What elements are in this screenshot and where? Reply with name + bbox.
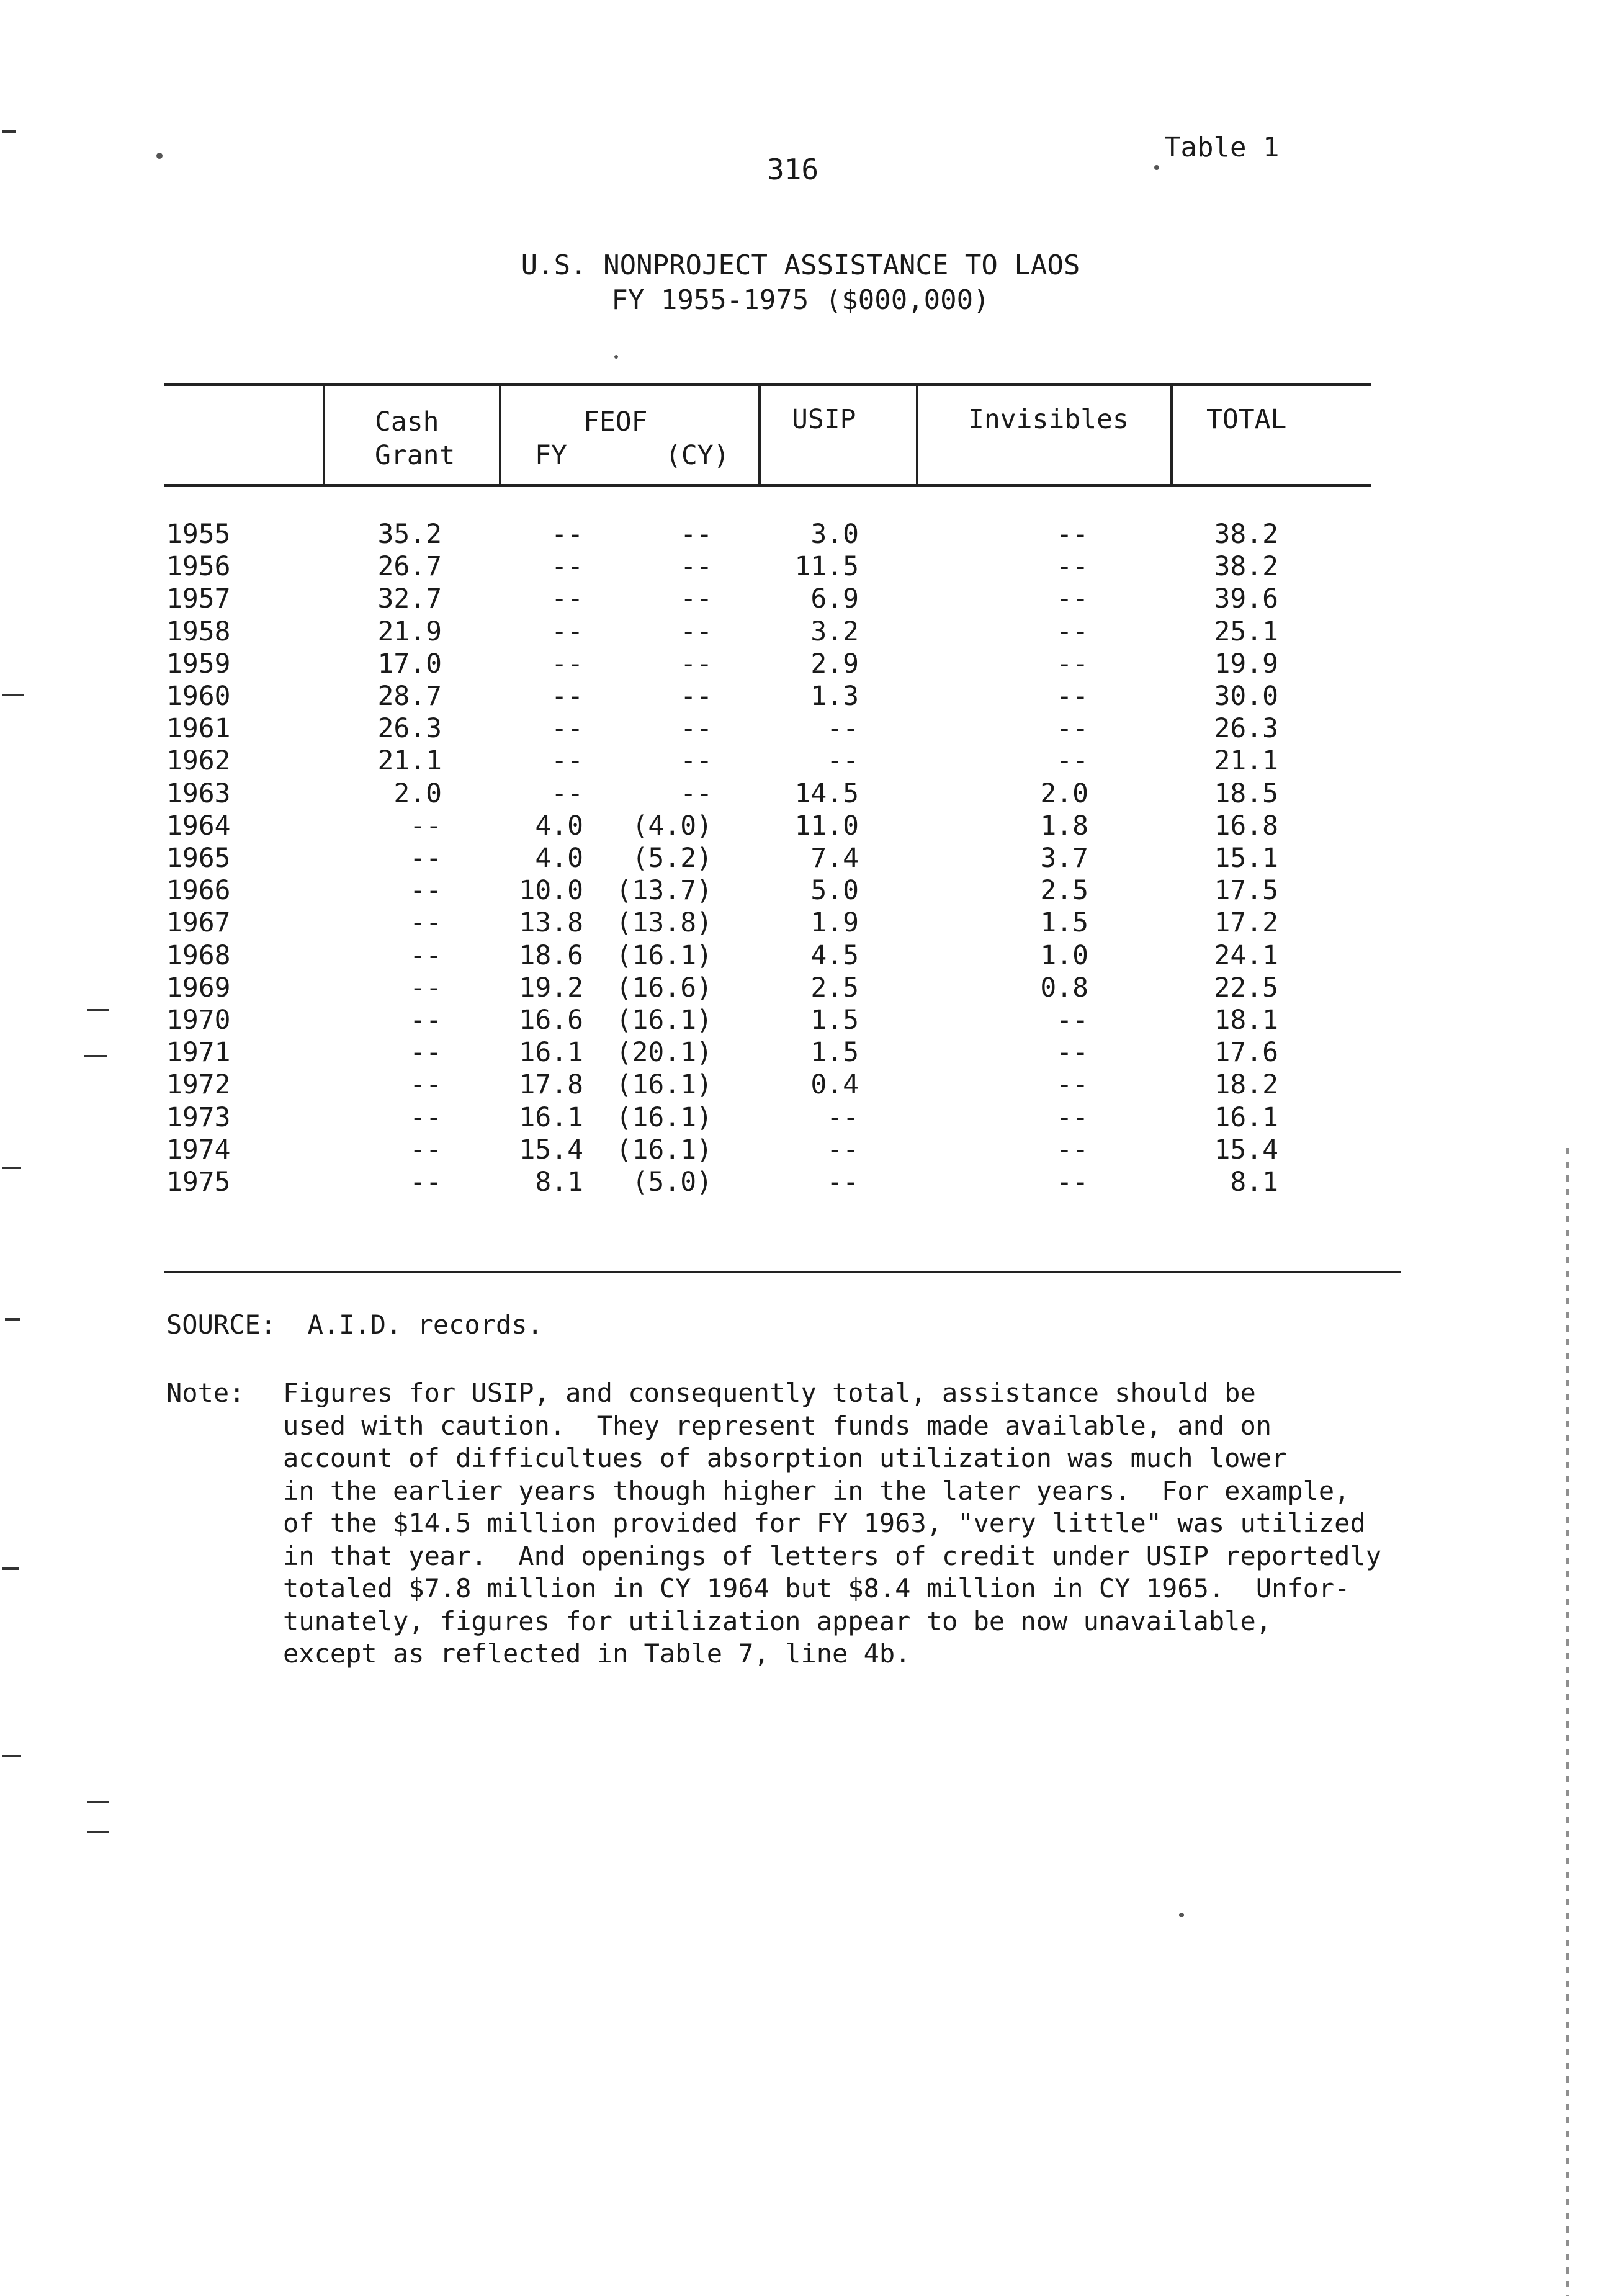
scan-mark (5, 1318, 20, 1321)
column-divider (323, 386, 325, 485)
note-line: except as reflected in Table 7, line 4b. (283, 1638, 911, 1669)
cell-feof-cy: -- (680, 551, 712, 582)
note-line: used with caution. They represent funds made available, and on (283, 1410, 1272, 1441)
cell-invisibles: 2.0 (1040, 778, 1088, 809)
scan-mark (2, 1567, 19, 1570)
cell-invisibles: -- (1056, 519, 1088, 550)
cell-feof-cy: -- (680, 648, 712, 679)
cell-total: 38.2 (1214, 551, 1278, 582)
cell-cash-grant: -- (410, 972, 442, 1003)
cell-feof-fy: 8.1 (535, 1167, 583, 1198)
cell-usip: -- (827, 1102, 859, 1133)
scan-edge (1566, 1148, 1569, 2296)
cell-feof-cy: (16.1) (616, 1005, 712, 1036)
note-line: account of difficultues of absorption utilization was much lower (283, 1443, 1288, 1473)
scan-mark (2, 1755, 21, 1757)
cell-total: 38.2 (1214, 519, 1278, 550)
row-year: 1956 (166, 551, 231, 582)
cell-cash-grant: -- (410, 843, 442, 874)
cell-total: 18.1 (1214, 1005, 1278, 1036)
cell-usip: -- (827, 1167, 859, 1198)
cell-cash-grant: -- (410, 1037, 442, 1068)
cell-cash-grant: -- (410, 940, 442, 971)
cell-invisibles: 2.5 (1040, 875, 1088, 906)
cell-usip: 4.5 (810, 940, 859, 971)
cell-usip: 1.3 (810, 681, 859, 712)
cell-invisibles: -- (1056, 1167, 1088, 1198)
cell-total: 30.0 (1214, 681, 1278, 712)
cell-usip: -- (827, 1134, 859, 1165)
note-line: totaled $7.8 million in CY 1964 but $8.4 million in CY 1965. Unfor- (283, 1573, 1350, 1603)
row-year: 1965 (166, 843, 231, 874)
cell-cash-grant: 2.0 (393, 778, 442, 809)
header-invisibles: Invisibles (968, 404, 1129, 435)
scan-speck (1179, 1913, 1184, 1917)
header-total: TOTAL (1206, 404, 1287, 435)
cell-total: 16.1 (1214, 1102, 1278, 1133)
cell-total: 19.9 (1214, 648, 1278, 679)
cell-feof-fy: 4.0 (535, 843, 583, 874)
cell-cash-grant: -- (410, 1102, 442, 1133)
cell-feof-fy: 17.8 (519, 1069, 583, 1100)
cell-cash-grant: 21.1 (377, 745, 442, 776)
cell-cash-grant: 32.7 (377, 583, 442, 614)
cell-feof-cy: -- (680, 583, 712, 614)
cell-feof-fy: 16.1 (519, 1102, 583, 1133)
cell-invisibles: -- (1056, 551, 1088, 582)
cell-feof-fy: -- (551, 713, 583, 744)
cell-feof-fy: 18.6 (519, 940, 583, 971)
cell-usip: 7.4 (810, 843, 859, 874)
cell-usip: 14.5 (794, 778, 859, 809)
cell-feof-fy: -- (551, 583, 583, 614)
row-year: 1968 (166, 940, 231, 971)
row-year: 1957 (166, 583, 231, 614)
row-year: 1961 (166, 713, 231, 744)
cell-cash-grant: -- (410, 1167, 442, 1198)
row-year: 1970 (166, 1005, 231, 1036)
page-number: 316 (767, 153, 819, 186)
scan-mark (87, 1009, 109, 1011)
row-year: 1966 (166, 875, 231, 906)
cell-feof-fy: -- (551, 519, 583, 550)
cell-invisibles: -- (1056, 616, 1088, 647)
cell-feof-fy: -- (551, 745, 583, 776)
cell-feof-cy: -- (680, 713, 712, 744)
cell-cash-grant: -- (410, 1005, 442, 1036)
cell-cash-grant: -- (410, 907, 442, 938)
cell-total: 24.1 (1214, 940, 1278, 971)
cell-feof-cy: (16.1) (616, 940, 712, 971)
cell-invisibles: 1.8 (1040, 810, 1088, 841)
table-top-rule (164, 383, 1371, 386)
note-line: in that year. And openings of letters of credit under USIP reportedly (283, 1540, 1382, 1571)
column-divider (1170, 386, 1173, 485)
row-year: 1972 (166, 1069, 231, 1100)
cell-cash-grant: -- (410, 810, 442, 841)
cell-feof-fy: 15.4 (519, 1134, 583, 1165)
cell-invisibles: 0.8 (1040, 972, 1088, 1003)
header-cash: Cash (375, 406, 439, 437)
scan-speck (614, 355, 618, 359)
scan-mark (87, 1831, 109, 1833)
cell-feof-cy: (5.0) (632, 1167, 712, 1198)
table-bottom-rule (164, 1271, 1401, 1273)
cell-feof-fy: -- (551, 778, 583, 809)
cell-total: 22.5 (1214, 972, 1278, 1003)
cell-usip: 3.0 (810, 519, 859, 550)
note-line: Figures for USIP, and consequently total, assistance should be (283, 1378, 1256, 1408)
cell-feof-cy: (16.1) (616, 1102, 712, 1133)
cell-cash-grant: -- (410, 875, 442, 906)
cell-usip: 1.5 (810, 1005, 859, 1036)
cell-total: 26.3 (1214, 713, 1278, 744)
cell-feof-cy: (4.0) (632, 810, 712, 841)
scan-mark (87, 1801, 109, 1803)
cell-cash-grant: 26.3 (377, 713, 442, 744)
header-feof: FEOF (583, 406, 648, 437)
cell-invisibles: -- (1056, 1037, 1088, 1068)
cell-cash-grant: 17.0 (377, 648, 442, 679)
cell-feof-fy: 19.2 (519, 972, 583, 1003)
cell-cash-grant: -- (410, 1069, 442, 1100)
cell-feof-fy: 16.6 (519, 1005, 583, 1036)
cell-total: 15.4 (1214, 1134, 1278, 1165)
cell-invisibles: -- (1056, 1005, 1088, 1036)
cell-feof-cy: (13.8) (616, 907, 712, 938)
scan-mark (2, 694, 24, 696)
cell-invisibles: 3.7 (1040, 843, 1088, 874)
cell-usip: 11.0 (794, 810, 859, 841)
scan-speck (156, 153, 163, 159)
cell-feof-cy: -- (680, 616, 712, 647)
header-feof-cy: (CY) (665, 440, 730, 471)
cell-feof-cy: -- (680, 681, 712, 712)
table-subtitle: FY 1955-1975 ($000,000) (611, 284, 990, 316)
cell-usip: -- (827, 713, 859, 744)
cell-feof-cy: (16.6) (616, 972, 712, 1003)
row-year: 1960 (166, 681, 231, 712)
cell-feof-fy: 13.8 (519, 907, 583, 938)
cell-total: 17.2 (1214, 907, 1278, 938)
cell-total: 8.1 (1230, 1167, 1278, 1198)
column-divider (758, 386, 761, 485)
header-usip: USIP (792, 404, 856, 435)
cell-invisibles: -- (1056, 648, 1088, 679)
cell-feof-cy: -- (680, 519, 712, 550)
cell-total: 17.6 (1214, 1037, 1278, 1068)
cell-cash-grant: 28.7 (377, 681, 442, 712)
cell-feof-cy: (20.1) (616, 1037, 712, 1068)
scan-speck (1154, 165, 1159, 170)
table-title: U.S. NONPROJECT ASSISTANCE TO LAOS (521, 249, 1080, 281)
cell-invisibles: 1.5 (1040, 907, 1088, 938)
scan-mark (2, 130, 16, 133)
cell-feof-fy: 16.1 (519, 1037, 583, 1068)
cell-feof-fy: -- (551, 681, 583, 712)
cell-feof-fy: -- (551, 616, 583, 647)
cell-total: 17.5 (1214, 875, 1278, 906)
row-year: 1967 (166, 907, 231, 938)
cell-feof-fy: 10.0 (519, 875, 583, 906)
source-line: SOURCE: A.I.D. records. (166, 1309, 543, 1340)
note-line: in the earlier years though higher in the later years. For example, (283, 1475, 1350, 1506)
row-year: 1974 (166, 1134, 231, 1165)
table-label: Table 1 (1164, 132, 1280, 163)
cell-feof-cy: -- (680, 745, 712, 776)
cell-feof-cy: (13.7) (616, 875, 712, 906)
cell-cash-grant: -- (410, 1134, 442, 1165)
cell-total: 25.1 (1214, 616, 1278, 647)
cell-usip: 1.9 (810, 907, 859, 938)
cell-total: 21.1 (1214, 745, 1278, 776)
row-year: 1958 (166, 616, 231, 647)
row-year: 1975 (166, 1167, 231, 1198)
cell-invisibles: -- (1056, 713, 1088, 744)
row-year: 1973 (166, 1102, 231, 1133)
cell-usip: 2.9 (810, 648, 859, 679)
cell-usip: 5.0 (810, 875, 859, 906)
cell-invisibles: 1.0 (1040, 940, 1088, 971)
header-feof-fy: FY (535, 440, 567, 471)
row-year: 1969 (166, 972, 231, 1003)
cell-feof-fy: -- (551, 551, 583, 582)
cell-invisibles: -- (1056, 1102, 1088, 1133)
cell-invisibles: -- (1056, 1069, 1088, 1100)
column-divider (916, 386, 918, 485)
cell-feof-cy: (16.1) (616, 1069, 712, 1100)
cell-invisibles: -- (1056, 745, 1088, 776)
cell-cash-grant: 21.9 (377, 616, 442, 647)
row-year: 1964 (166, 810, 231, 841)
cell-feof-cy: (16.1) (616, 1134, 712, 1165)
cell-cash-grant: 35.2 (377, 519, 442, 550)
row-year: 1962 (166, 745, 231, 776)
cell-usip: 3.2 (810, 616, 859, 647)
table-header-rule (164, 484, 1371, 487)
cell-feof-fy: -- (551, 648, 583, 679)
scan-mark (2, 1167, 21, 1169)
row-year: 1963 (166, 778, 231, 809)
cell-total: 39.6 (1214, 583, 1278, 614)
cell-feof-fy: 4.0 (535, 810, 583, 841)
row-year: 1955 (166, 519, 231, 550)
scan-mark (84, 1055, 107, 1057)
cell-total: 18.2 (1214, 1069, 1278, 1100)
cell-invisibles: -- (1056, 681, 1088, 712)
cell-usip: 1.5 (810, 1037, 859, 1068)
cell-feof-cy: (5.2) (632, 843, 712, 874)
note-label: Note: (166, 1378, 245, 1408)
cell-usip: -- (827, 745, 859, 776)
column-divider (499, 386, 501, 485)
cell-usip: 11.5 (794, 551, 859, 582)
cell-total: 18.5 (1214, 778, 1278, 809)
cell-invisibles: -- (1056, 583, 1088, 614)
row-year: 1971 (166, 1037, 231, 1068)
note-line: tunately, figures for utilization appear to be now unavailable, (283, 1605, 1272, 1636)
cell-invisibles: -- (1056, 1134, 1088, 1165)
cell-total: 15.1 (1214, 843, 1278, 874)
header-grant: Grant (375, 440, 455, 471)
row-year: 1959 (166, 648, 231, 679)
note-line: of the $14.5 million provided for FY 1963, "very little" was utilized (283, 1508, 1366, 1538)
cell-usip: 6.9 (810, 583, 859, 614)
cell-total: 16.8 (1214, 810, 1278, 841)
cell-feof-cy: -- (680, 778, 712, 809)
cell-usip: 2.5 (810, 972, 859, 1003)
cell-cash-grant: 26.7 (377, 551, 442, 582)
cell-usip: 0.4 (810, 1069, 859, 1100)
